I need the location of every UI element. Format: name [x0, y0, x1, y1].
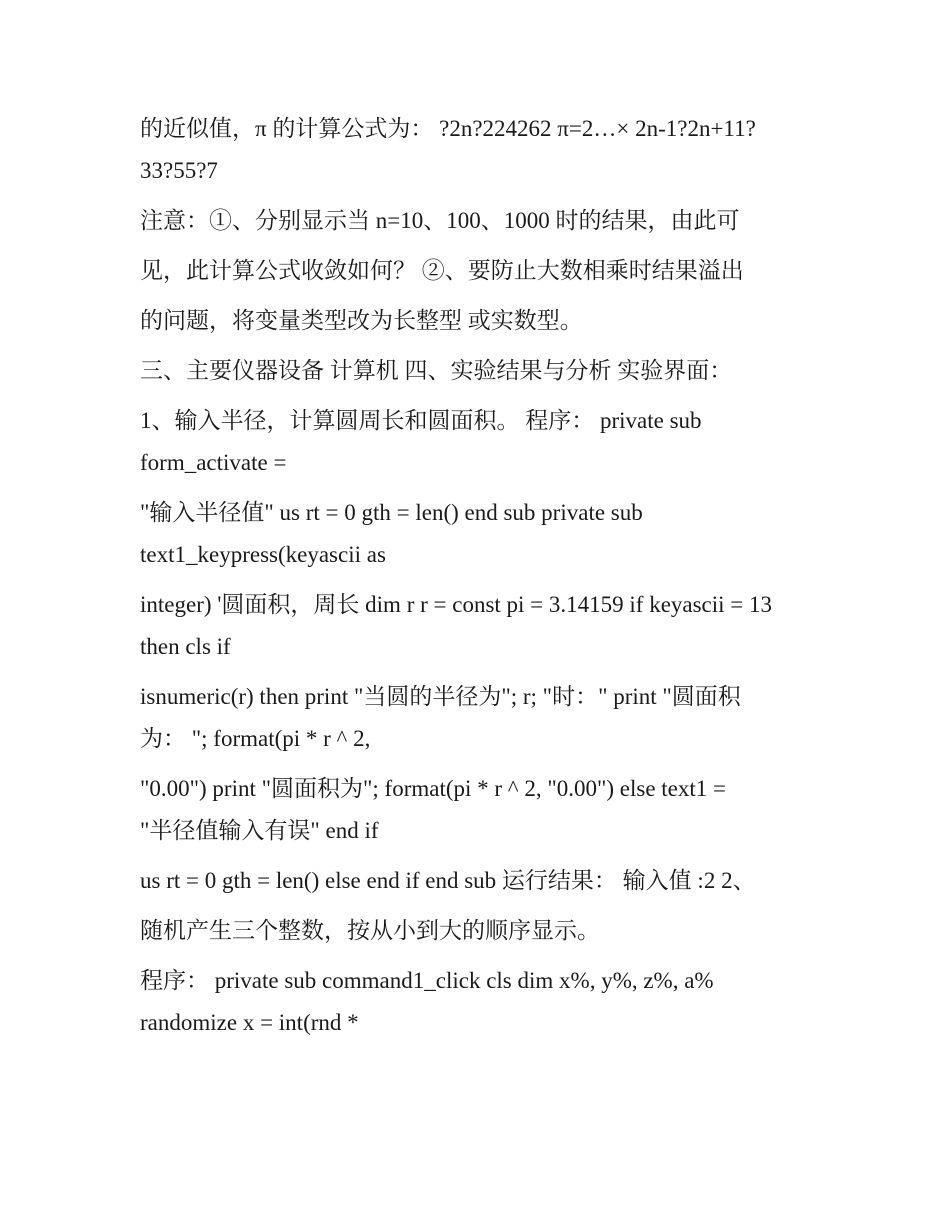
text-line: randomize x = int(rnd *	[140, 1010, 359, 1035]
text-line: us rt = 0 gth = len() else end if end sub 运行结果： 输入值 :2 2、	[140, 868, 756, 893]
text-line: integer) '圆面积，周长 dim r r = const pi = 3.14159 if keyascii = 13	[140, 592, 773, 617]
text-line: "输入半径值" us rt = 0 gth = len() end sub private sub	[140, 500, 643, 525]
text-line: 注意：①、分别显示当 n=10、100、1000 时的结果，由此可	[140, 208, 740, 233]
text-line: "半径值输入有误" end if	[140, 818, 379, 843]
document-body	[140, 106, 830, 1046]
text-line: "0.00") print "圆面积为"; format(pi * r ^ 2, "0.00") else text1 =	[140, 776, 727, 801]
text-line: form_activate =	[140, 450, 287, 475]
text-line: 33?55?7	[140, 158, 218, 183]
text-line: 为： "; format(pi * r ^ 2,	[140, 726, 371, 751]
text-line: 随机产生三个整数，按从小到大的顺序显示。	[140, 918, 600, 943]
text-line: 的问题，将变量类型改为长整型 或实数型。	[140, 308, 583, 333]
text-line: 三、主要仪器设备 计算机 四、实验结果与分析 实验界面：	[140, 358, 733, 383]
text-line: 1、输入半径，计算圆周长和圆面积。 程序： private sub	[140, 408, 702, 433]
text-line: text1_keypress(keyascii as	[140, 542, 386, 567]
text-line: isnumeric(r) then print "当圆的半径为"; r; "时：" print "圆面积	[140, 684, 741, 709]
text-line: 程序： private sub command1_click cls dim x%, y%, z%, a%	[140, 968, 714, 993]
text-line: 见，此计算公式收敛如何？ ②、要防止大数相乘时结果溢出	[140, 258, 744, 283]
text-line: 的近似值，π 的计算公式为： ?2n?224262 π=2…× 2n-1?2n+11?	[140, 116, 756, 141]
text-line: then cls if	[140, 634, 231, 659]
